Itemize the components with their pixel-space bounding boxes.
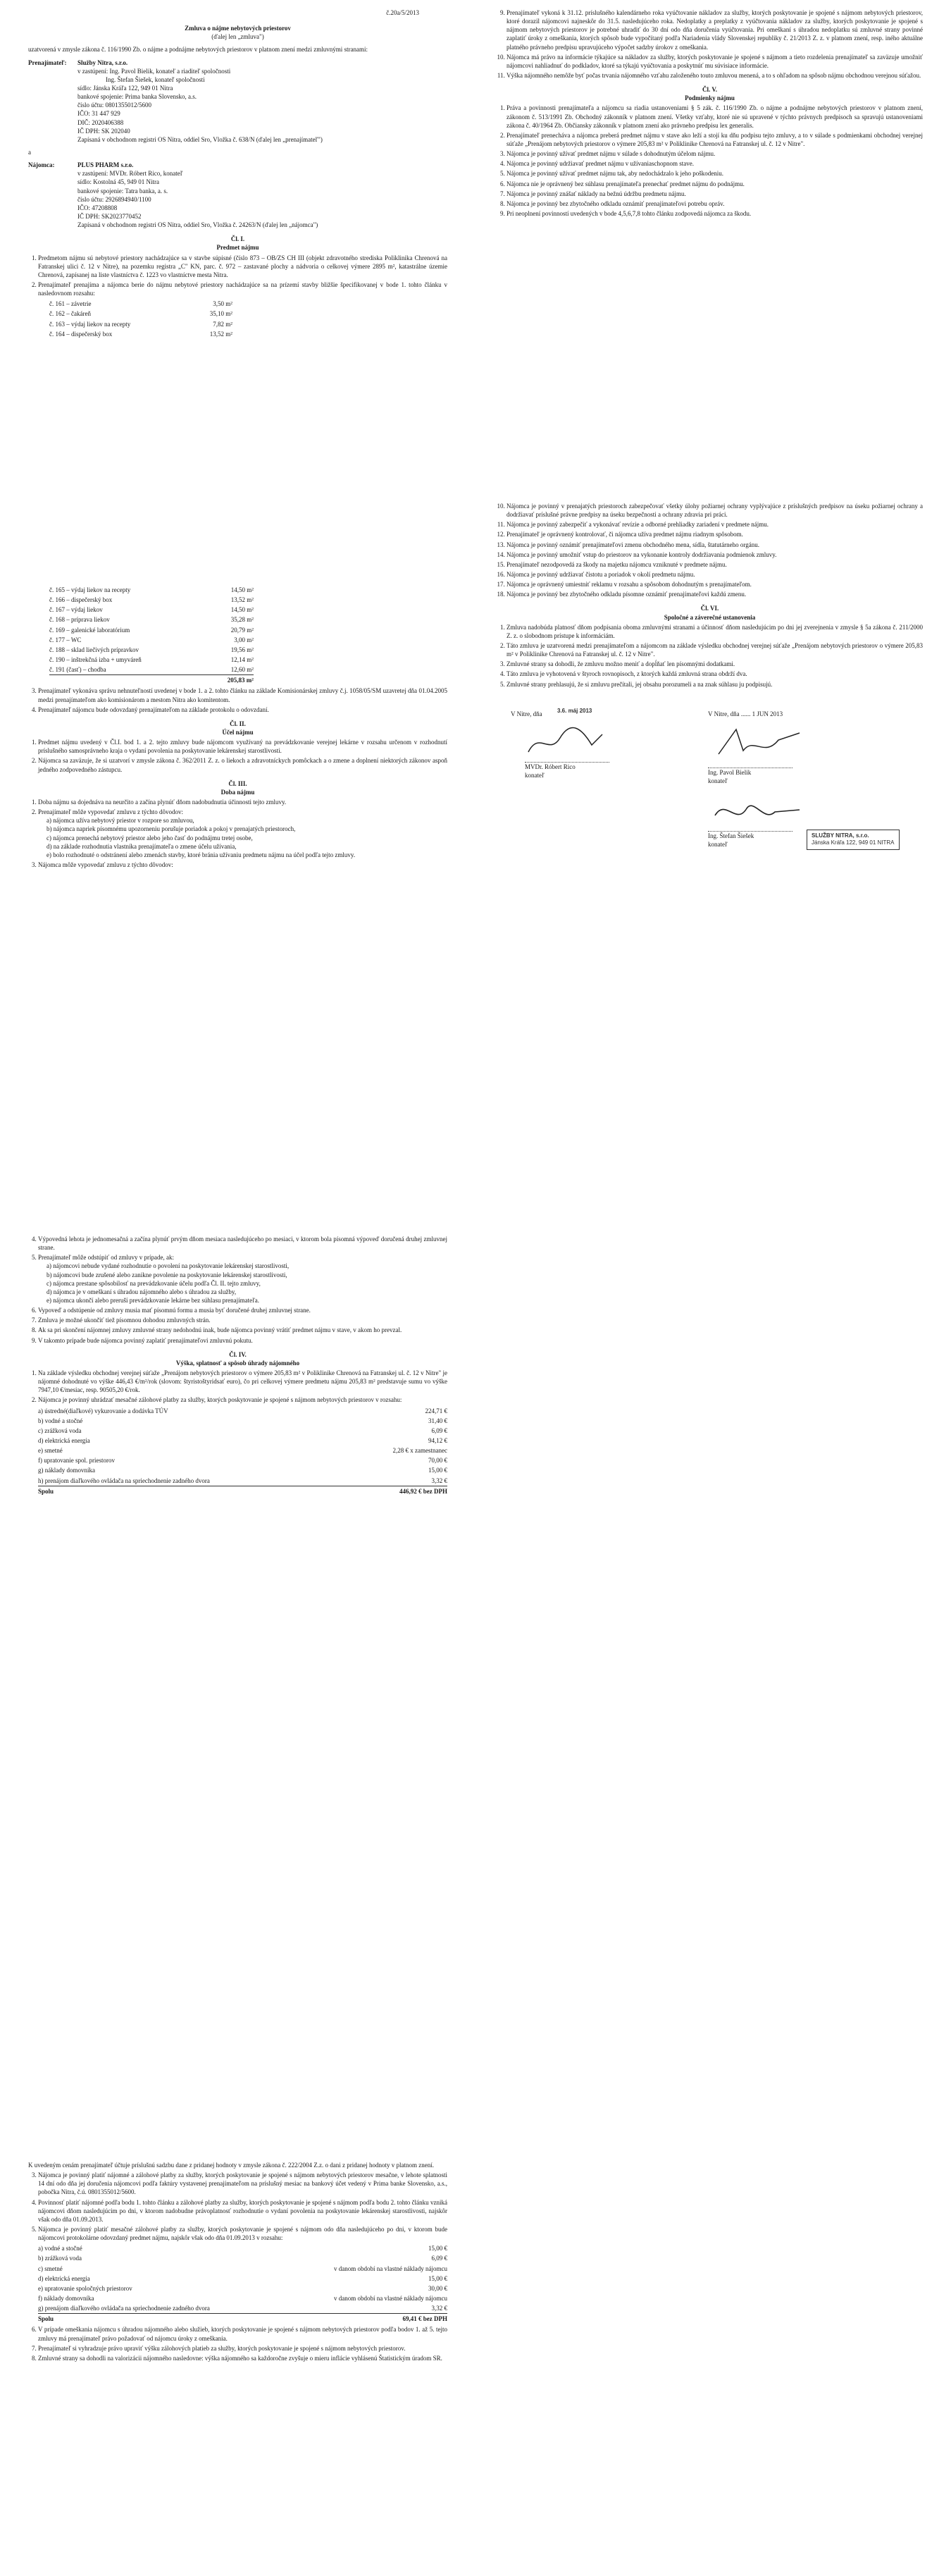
article-item: 2. Nájomca sa zaväzuje, že si uzatvorí v zmysle zákona č. 362/2011 Z. z. o liekoch a zdravotníckych pomôckach a o zmene a doplnení niektorých zákonov aspoň jedného zodpovedného zástupcu. xyxy=(38,756,447,773)
landlord-block xyxy=(28,58,447,144)
service-row: b) zrážková voda 6,09 € xyxy=(38,2255,447,2262)
room-row: č. 191 (časť) – chodba 12,60 m² xyxy=(49,666,254,674)
article-5-head: Čl. V. xyxy=(702,86,717,94)
service-row: c) smetné v danom období na vlastné náklady nájomcu xyxy=(38,2264,447,2272)
article-item: 1. Práva a povinnosti prenajímateľa a nájomcu sa riadia ustanoveniami § 5 zák. č. 116/1990 Zb. o nájme a podnájme nebytových priestorov v platnom znení, zákonom č. 513/1991 Zb. Obchodný zákonník v platnom znení. Všetky vzťahy, ktoré nie sú upravené v týchto právnych predpisoch sa spravujú ustanoveniami zákona č. 40/1964 Zb. Občiansky zákonník v platnom znení ako právneho predpisu lex generalis. xyxy=(506,104,923,129)
article-item: 7. Zmluva je možné ukončiť tiež písomnou dohodou zmluvných strán. xyxy=(38,1316,447,1324)
contract-subtitle: (ďalej len „zmluva") xyxy=(211,33,264,41)
article-item: 1. Predmet nájmu uvedený v Čl.I. bod 1. a 2. tejto zmluvy bude nájomcom využívaný na prevádzkovanie verejnej lekárne v rozsahu určenom v rozhodnutí príslušného samosprávneho kraja o vydaní povolenia na poskytovanie lekárenskej starostlivosti. xyxy=(38,738,447,755)
article-3-head: Čl. III. xyxy=(228,779,247,787)
tenant-signature xyxy=(525,724,609,759)
tenant-line: Zapísaná v obchodnom registri OS Nitra, oddiel Sro, Vložka č. 24263/N (ďalej len „nájomca") xyxy=(77,221,318,229)
service-row: a) ústredné(diaľkové) vykurovanie a dodávka TÚV 224,71 € xyxy=(38,1407,447,1415)
article-item: 14. Nájomca je povinný umožniť vstup do priestorov na vykonanie kontroly dodržiavania podmienok zmluvy. xyxy=(506,550,923,559)
landlord-line: Služby Nitra, s.r.o. xyxy=(77,58,128,66)
article-item: 10. Nájomca je povinný v prenajatých priestoroch zabezpečovať všetky úlohy požiarnej ochrany vyplývajúce z príslušných predpisov na úseku požiarnej ochrany a dodržiavať príslušné právne predpisy na úseku bezpečnosti a ochrany zdravia pri práci. xyxy=(506,502,923,519)
article-item: 9. V takomto prípade bude nájomca povinný zaplatiť prenajímateľovi zmluvnú pokutu. xyxy=(38,1336,447,1345)
article-item: 2. Prenajímateľ prenecháva a nájomca preberá predmet nájmu v stave ako leží a stojí ku dňu podpisu tejto zmluvy, a to v súlade s podmienkami obchodnej verejnej súťaže „Prenájom nebytových priestorov o výmere 205,83 m² v Poliklinike Chrenová na Fatranskej ul. č. 12 v Nitre". xyxy=(506,131,923,148)
service-row: f) náklady domovníka v danom období na vlastné náklady nájomcu xyxy=(38,2294,447,2302)
service-row: e) upratovanie spoločných priestorov 30,00 € xyxy=(38,2284,447,2292)
tenant-line: IČO: 47208808 xyxy=(77,204,118,211)
landlord-line: IČO: 31 447 929 xyxy=(77,110,120,118)
article-item: 2. Prenajímateľ môže vypovedať zmluvu z týchto dôvodov: a) nájomca užíva nebytový priestor v rozpore so zmluvou, b) nájomca napriek písomnému upozorneniu porušuje poriadok a pokoj v prenajatých priestoroch, c) nájomca prenechá nebytový priestor alebo jeho časť do podnájmu tretej osobe, d) na základe rozhodnutia vlastníka prenajímateľa o zmene účelu užívania, e) bolo rozhodnuté o odstránení alebo zmenách stavby, ktoré bránia užívaniu predmetu nájmu na účel podľa tejto zmluvy. xyxy=(38,808,447,859)
landlord-line: číslo účtu: 0801355012/5600 xyxy=(77,101,151,109)
document-page-6 xyxy=(0,2150,476,2576)
article-item: 7. Prenajímateľ si vyhradzuje právo upraviť výšku zálohových platieb za služby, ktorých poskytovanie je spojené s nájmom nebytových priestorov. xyxy=(38,2344,447,2353)
article-1-title: Predmet nájmu xyxy=(216,244,259,252)
room-row: č. 166 – dispečerský box 13,52 m² xyxy=(49,596,254,604)
landlord1-sign-block xyxy=(708,766,792,785)
service-row: g) prenájom diaľkového ovládača na spriechodnenie zadného dvora 3,32 € xyxy=(38,2305,447,2312)
sub-item: c) nájomca prenechá nebytový priestor alebo jeho časť do podnájmu tretej osobe, xyxy=(46,834,253,842)
room-row: č. 168 – príprava liekov 35,28 m² xyxy=(49,616,254,624)
document-page-3 xyxy=(0,493,476,1233)
room-row: č. 169 – galenické laboratórium 20,79 m² xyxy=(49,626,254,634)
landlord-line: Ing. Štefan Šiešek, konateľ spoločnosti xyxy=(106,75,205,83)
sub-item: b) nájomca napriek písomnému upozorneniu porušuje poriadok a pokoj v prenajatých priestoroch, xyxy=(46,825,296,833)
document-page-2 xyxy=(476,0,951,493)
article-item: 5. Nájomca je povinný užívať predmet nájmu tak, aby nedochádzalo k jeho poškodeniu. xyxy=(506,169,923,178)
contract-ref: č.20a/5/2013 xyxy=(386,9,419,16)
article-item: 11. Výška nájomného nemôže byť počas trvania nájomného vzťahu založeného touto zmluvou menená, a to s ohľadom na spôsob nájmu obchodnou verejnou súťažou. xyxy=(506,71,923,80)
room-row: č. 164 – dispečerský box 13,52 m² xyxy=(49,330,232,338)
article-item: 16. Nájomca je povinný udržiavať čistotu a poriadok v okolí predmetu nájmu. xyxy=(506,570,923,579)
article-item: 5. Nájomca je povinný platiť mesačné zálohové platby za služby, ktorých poskytovanie je spojené s nájmom odo dňa nasledujúceho po dni, v ktorom bude nájomcovi protokolárne odovzdaný predmet nájmu, najskôr však odo dňa 01.09.2013 v rozsahu: xyxy=(38,2225,447,2242)
landlord1-signature xyxy=(715,722,807,765)
article-item: 1. Doba nájmu sa dojednáva na neurčito a začína plynúť dňom nadobudnutia účinnosti tejto zmluvy. xyxy=(38,798,447,806)
tenant-label: Nájomca: xyxy=(28,161,55,169)
article-item: 17. Nájomca je oprávnený umiestniť reklamu v rozsahu a spôsobom dohodnutým s prenajímateľom. xyxy=(506,580,923,588)
article-item: 6. Nájomca nie je oprávnený bez súhlasu prenajímateľa prenechať predmet nájmu do podnájmu. xyxy=(506,180,923,188)
article-item: 4. Výpovedná lehota je jednomesačná a začína plynúť prvým dňom mesiaca nasledujúceho po mesiaci, v ktorom bola písomná výpoveď doručená druhej zmluvnej strane. xyxy=(38,1235,447,1252)
article-item: 6. V prípade omeškania nájomcu s úhradou nájomného alebo služieb, ktorých poskytovanie je spojené s nájmom nebytových priestorov podľa bodov 1. až 5. tejto zmluvy má prenajímateľ právo požadovať od nájomcu úroky z omeškania. xyxy=(38,2325,447,2342)
article-item: 4. Nájomca je povinný udržiavať predmet nájmu v užívaniaschopnom stave. xyxy=(506,159,923,168)
article-item: 10. Nájomca má právo na informácie týkajúce sa nákladov za služby, ktorých poskytovanie je spojené s nájmom a tieto rozdelenia prenajímateľ sa zaväzuje umožniť nájomcovi nahliadnuť do podkladov, ktoré sa týkajú vyúčtovania a poskytnúť mu súvisiace informácie. xyxy=(506,53,923,70)
article-item: 18. Nájomca je povinný bez zbytočného odkladu písomne oznámiť prenajímateľovi každú zmenu. xyxy=(506,590,923,598)
signature-area xyxy=(497,707,923,865)
article-item: 2. Táto zmluva je uzatvorená medzi prenajímateľom a nájomcom na základe výsledku obchodnej verejnej súťaže „Prenájom nebytových priestorov o výmere 205,83 m² v Poliklinike Chrenová na Fatranskej ul. č. 12 v Nitre". xyxy=(506,641,923,658)
service-row: h) prenájom diaľkového ovládača na spriechodnenie zadného dvora 3,32 € xyxy=(38,1477,447,1484)
landlord-line: DIČ: 2020406388 xyxy=(77,118,124,126)
article-item: 9. Pri neoplnení povinností uvedených v bode 4,5,6,7,8 tohto článku zodpovedá nájomca za škodu. xyxy=(506,209,923,218)
article-3-title: Doba nájmu xyxy=(220,788,255,796)
tenant-line: číslo účtu: 2926894940/1100 xyxy=(77,195,151,203)
room-row: č. 190 – inštrekčná izba + umyváreň 12,14 m² xyxy=(49,655,254,663)
tenant-line: IČ DPH: SK2023770452 xyxy=(77,212,142,220)
article-item: 11. Nájomca je povinný zabezpečiť a vykonávať revízie a odborné prehliadky zariadení v predmete nájmu. xyxy=(506,520,923,529)
sub-item: e) bolo rozhodnuté o odstránení alebo zmenách stavby, ktoré bránia užívaniu predmetu nájmu na účel podľa tejto zmluvy. xyxy=(46,851,356,858)
article-item: 1. Na základe výsledku obchodnej verejnej súťaže „Prenájom nebytových priestorov o výmere 205,83 m² v Poliklinike Chrenová na Fatranskej ul. č. 12 v Nitre" je nájomné dohodnuté vo výške 446,43 €/m²/rok (slovom: štyristoštyridsať euro), čo pri celkovej výmere predmetu nájmu 205,83 m² predstavuje sumu vo výške 7947,10 €/mesiac, resp. 90505,20 €/rok. xyxy=(38,1369,447,1394)
landlord2-role: konateľ xyxy=(708,840,728,848)
landlord2-signature xyxy=(708,794,807,830)
service-row: d) elektrická energia 94,12 € xyxy=(38,1436,447,1444)
room-row: č. 177 – WC 3,00 m² xyxy=(49,636,254,643)
article-4-head: Čl. IV. xyxy=(229,1350,247,1358)
services-total: Spolu 446,92 € bez DPH xyxy=(38,1486,447,1496)
article-item: 1. Zmluva nadobúda platnosť dňom podpísania oboma zmluvnými stranami a účinnosť dňom nasledujúcim po dni jej zverejnenia v zmysle § 5a zákona č. 211/2000 Z. z. o slobodnom prístupe k informáciám. xyxy=(506,623,923,640)
article-item: 8. Zmluvné strany sa dohodli na valorizácii nájomného nasledovne: výška nájomného sa každoročne zvyšuje o mieru inflácie vyhlásenú Štatistickým úradom SR. xyxy=(38,2354,447,2362)
tenant-block xyxy=(28,161,447,229)
room-row: č. 161 – závetrie 3,50 m² xyxy=(49,300,232,308)
document-page-1 xyxy=(0,0,476,493)
landlord1-role: konateľ xyxy=(708,777,728,784)
tenant-name: MVDr. Róbert Rico xyxy=(525,763,576,770)
place-date-left: V Nitre, dňa xyxy=(511,710,542,717)
vat-note: K uvedeným cenám prenajímateľ účtuje príslušnú sadzbu dane z pridanej hodnoty v zmysle zákona č. 222/2004 Z.z. o dani z pridanej hodnoty v platnom znení. xyxy=(28,2162,434,2169)
document-page-4 xyxy=(476,493,951,1233)
article-item: 6. Vypoveď a odstúpenie od zmluvy musia mať písomnú formu a musia byť doručené druhej zmluvnej strane. xyxy=(38,1306,447,1314)
sub-item: a) nájomcovi nebude vydané rozhodnutie o povolení na poskytovanie lekárenskej starostlivosti, xyxy=(46,1262,290,1270)
tenant-line: bankové spojenie: Tatra banka, a. s. xyxy=(77,187,168,195)
tenant-role: konateľ xyxy=(525,771,545,779)
article-item: 2. Prenajímateľ prenajíma a nájomca berie do nájmu nebytové priestory nachádzajúce sa na prízemí stavby bližšie špecifikovanej v bode 1. tohto článku v nasledovnom rozsahu: xyxy=(38,281,447,297)
room-row: č. 163 – výdaj liekov na recepty 7,82 m² xyxy=(49,320,232,328)
landlord-line: IČ DPH: SK 202040 xyxy=(77,127,130,135)
landlord-label: Prenajímateľ: xyxy=(28,58,67,66)
article-2-title: Účel nájmu xyxy=(222,728,254,736)
article-2-head: Čl. II. xyxy=(230,720,246,727)
service-row: a) vodné a stočné 15,00 € xyxy=(38,2245,447,2253)
sub-item: a) nájomca užíva nebytový priestor v rozpore so zmluvou, xyxy=(46,817,194,825)
article-item: 13. Nájomca je povinný oznámiť prenajímateľovi zmenu obchodného mena, sídla, štatutárneho orgánu. xyxy=(506,541,923,549)
room-row: č. 167 – výdaj liekov 14,50 m² xyxy=(49,606,254,614)
article-6-head: Čl. VI. xyxy=(700,605,719,612)
service-row: b) vodné a stočné 31,40 € xyxy=(38,1417,447,1424)
article-item: 3. Nájomca je povinný platiť nájomné a zálohové platby za služby, ktorých poskytovanie je spojené s nájmom nebytových priestorov mesačne, v lehote splatnosti 14 dní odo dňa jej doručenia nájomcovi podľa faktúry vystavenej prenajímateľom na príslušný mesiac na bankový účet vedený v Prima banke Slovensko, a.s., pobočka Nitra, č.ú. 0801355012/5600. xyxy=(38,2171,447,2196)
article-item: 3. Nájomca môže vypovedať zmluvu z týchto dôvodov: xyxy=(38,861,447,869)
article-item: 8. Ak sa pri skončení nájomnej zmluvy zmluvné strany nedohodnú inak, bude nájomca povinný vrátiť predmet nájmu v stave, v akom ho prevzal. xyxy=(38,1326,447,1334)
sub-item: d) nájomca je v omeškaní s úhradou nájomného alebo s úhradou za služby, xyxy=(46,1288,237,1295)
article-item: 12. Prenajímateľ je oprávnený kontrolovať, či nájomca užíva predmet nájmu riadnym spôsobom. xyxy=(506,530,923,538)
company-stamp: SLUŽBY NITRA, s.r.o. Jánska Kráľa 122, 949 01 NITRA xyxy=(807,830,900,851)
tenant-line: sídlo: Kostolná 45, 949 01 Nitra xyxy=(77,178,159,186)
contract-intro: uzatvorená v zmysle zákona č. 116/1990 Zb. o nájme a podnájme nebytových priestorov v platnom znení medzi zmluvnými stranami: xyxy=(28,46,368,54)
sub-item: d) na základe rozhodnutia vlastníka prenajímateľa o zmene účelu užívania, xyxy=(46,842,237,850)
landlord2-name: Ing. Štefan Šiešek xyxy=(708,832,754,839)
service-row: g) náklady domovníka 15,00 € xyxy=(38,1467,447,1474)
article-item: 3. Zmluvné strany sa dohodli, že zmluvu možno meniť a dopĺňať len písomnými dodatkami. xyxy=(506,660,923,668)
service-row: f) upratovanie spol. priestorov 70,00 € xyxy=(38,1457,447,1465)
article-6-title: Spoločné a záverečné ustanovenia xyxy=(664,613,756,621)
landlord-line: sídlo: Jánska Kráľa 122, 949 01 Nitra xyxy=(77,84,173,92)
article-item: 5. Zmluvné strany prehlasujú, že si zmluvu prečítali, jej obsahu porozumeli a na znak súhlasu ju podpisujú. xyxy=(506,680,923,689)
article-item: 4. Povinnosť platiť nájomné podľa bodu 1. tohto článku a zálohové platby za služby, ktorých poskytovanie je spojené s nájmom podľa bodu 2. tohto článku vzniká nájomcovi dňom nasledujúcim po dni, v ktorom nadobudne právoplatnosť rozhodnutie o vydaní povolenia na poskytovanie lekárenskej starostlivosti, najskôr však odo dňa 01.09.2013. xyxy=(38,2198,447,2224)
document-page-5 xyxy=(0,1233,476,2150)
tenant-sign-block xyxy=(525,760,609,779)
rooms-total: 205,83 m² xyxy=(49,674,254,685)
room-row: č. 165 – výdaj liekov na recepty 14,50 m² xyxy=(49,586,254,593)
article-4-title: Výška, splatnosť a spôsob úhrady nájomného xyxy=(175,1359,300,1367)
room-row: č. 188 – sklad liečivých prípravkov 19,56 m² xyxy=(49,646,254,653)
contract-title: Zmluva o nájme nebytových priestorov xyxy=(185,25,291,32)
article-item: 5. Prenajímateľ môže odstúpiť od zmluvy v prípade, ak: a) nájomcovi nebude vydané rozhodnutie o povolení na poskytovanie lekárenskej starostlivosti, b) nájomcovi bude zrušené alebo zanikne povolenie na poskytovanie lekárenskej starostlivosti, c) nájomca prestane spôsobilosť na prevádzkovanie účelu podľa Čl. II. tejto zmluvy, d) nájomca je v omeškaní s úhradou nájomného alebo s úhradou za služby, e) nájomca ukončí alebo preruší prevádzkovanie lekárne bez súhlasu prenajímateľa. xyxy=(38,1253,447,1305)
article-item: 7. Nájomca je povinný znášať náklady na bežnú údržbu predmetu nájmu. xyxy=(506,190,923,198)
landlord-line: v zastúpení: Ing. Pavol Bielik, konateľ a riaditeľ spoločnosti xyxy=(77,67,231,75)
article-item: 2. Nájomca je povinný uhrádzať mesačné zálohové platby za služby, ktorých poskytovanie je spojené s nájmom nebytových priestorov v rozsahu: xyxy=(38,1395,447,1404)
service-row: c) zrážková voda 6,09 € xyxy=(38,1426,447,1434)
article-item: 3. Prenajímateľ vykonáva správu nehnuteľností uvedenej v bode 1. a 2. tohto článku na základe Komisionárskej zmluvy č.j. 1058/05/SM uzavretej dňa 01.04.2005 medzi prenajímateľom ako komisionárom a mestom Nitra ako komitentom. xyxy=(38,686,447,703)
article-item: 4. Prenajímateľ nájomcu bude odovzdaný prenajímateľom na základe protokolu o odovzdaní. xyxy=(38,705,447,714)
service-row: d) elektrická energia 15,00 € xyxy=(38,2274,447,2282)
tenant-line: v zastúpení: MVDr. Róbert Rico, konateľ xyxy=(77,170,183,178)
place-date-right: V Nitre, dňa ...... 1 JUN 2013 xyxy=(708,710,783,717)
date-stamp: 3.6. máj 2013 xyxy=(557,707,592,714)
article-1-head: Čl. I. xyxy=(230,235,245,243)
sub-item: e) nájomca ukončí alebo preruší prevádzkovanie lekárne bez súhlasu prenajímateľa. xyxy=(46,1296,260,1304)
room-row: č. 162 – čakáreň 35,10 m² xyxy=(49,310,232,318)
article-item: 9. Prenajímateľ vykoná k 31.12. príslušného kalendárneho roka vyúčtovanie nákladov za služby, ktorých poskytovanie je spojené s nájmom nebytových priestorov, ktoré dorazil nájomcovi najneskôr do 31.5. nasledujúceho roka. Nedoplatky a preplatky z vyúčtovania nákladov za služby, ktorých poskytovanie je spojené s nájmom nebytových priestorov je potrebné uhradiť do 30 dní odo dňa doručenia vyúčtovania. Pri omeškaní s úhradou nedoplatku sú zmluvné strany povinné zaplatiť úroky z omeškania, ktorých spôsob bude vypočítaný podľa Nariadenia vlády Slovenskej republiky č. 21/2013 Z. z. v platnom znení, resp. iného aktuálne platného právneho predpisu upravujúceho výpočet sadzby úrokov z omeškania. xyxy=(506,8,923,51)
article-item: 8. Nájomca je povinný bez zbytočného odkladu oznámiť prenajímateľovi potrebu opráv. xyxy=(506,199,923,208)
services-total: Spolu 69,41 € bez DPH xyxy=(38,2313,447,2324)
landlord-line: Zapísaná v obchodnom registri OS Nitra, oddiel Sro, Vložka č. 638/N (ďalej len „prenajímateľ") xyxy=(77,135,323,143)
article-item: 3. Nájomca je povinný užívať predmet nájmu v súlade s dohodnutým účelom nájmu. xyxy=(506,149,923,158)
article-5-title: Podmienky nájmu xyxy=(685,94,735,102)
landlord2-sign-block xyxy=(708,830,792,849)
article-item: 15. Prenajímateľ nezodpovedá za škody na majetku nájomcu vzniknuté v predmete nájmu. xyxy=(506,560,923,569)
landlord-line: bankové spojenie: Prima banka Slovensko, a.s. xyxy=(77,93,197,101)
article-item: 4. Táto zmluva je vyhotovená v štyroch rovnopisoch, z ktorých každá zmluvná strana obdrží dva. xyxy=(506,670,923,678)
tenant-line: PLUS PHARM s.r.o. xyxy=(77,161,134,169)
and-word: a xyxy=(28,148,31,156)
article-item: 1. Predmetom nájmu sú nebytové priestory nachádzajúce sa v stavbe súpisné (číslo 873 – OB/ZS CH III (objekt zdravotného strediska Poliklinika Chrenová na Fatranskej ulici č. 12 v Nitre), na pozemku registra „C" KN, parc. č. 972 – zastavané plochy a nádvoria o celkovej výmere 2895 m², katastrálne územie Chrenová, zapísanej na liste vlastníctva č. 1223 vo vlastníctve mesta Nitra. xyxy=(38,254,447,279)
sub-item: b) nájomcovi bude zrušené alebo zanikne povolenie na poskytovanie lekárenskej starostlivosti, xyxy=(46,1271,287,1278)
landlord1-name: Ing. Pavol Bielik xyxy=(708,768,752,776)
sub-item: c) nájomca prestane spôsobilosť na prevádzkovanie účelu podľa Čl. II. tejto zmluvy, xyxy=(46,1279,261,1287)
service-row: e) smetné 2,28 € x zamestnanec xyxy=(38,1447,447,1455)
